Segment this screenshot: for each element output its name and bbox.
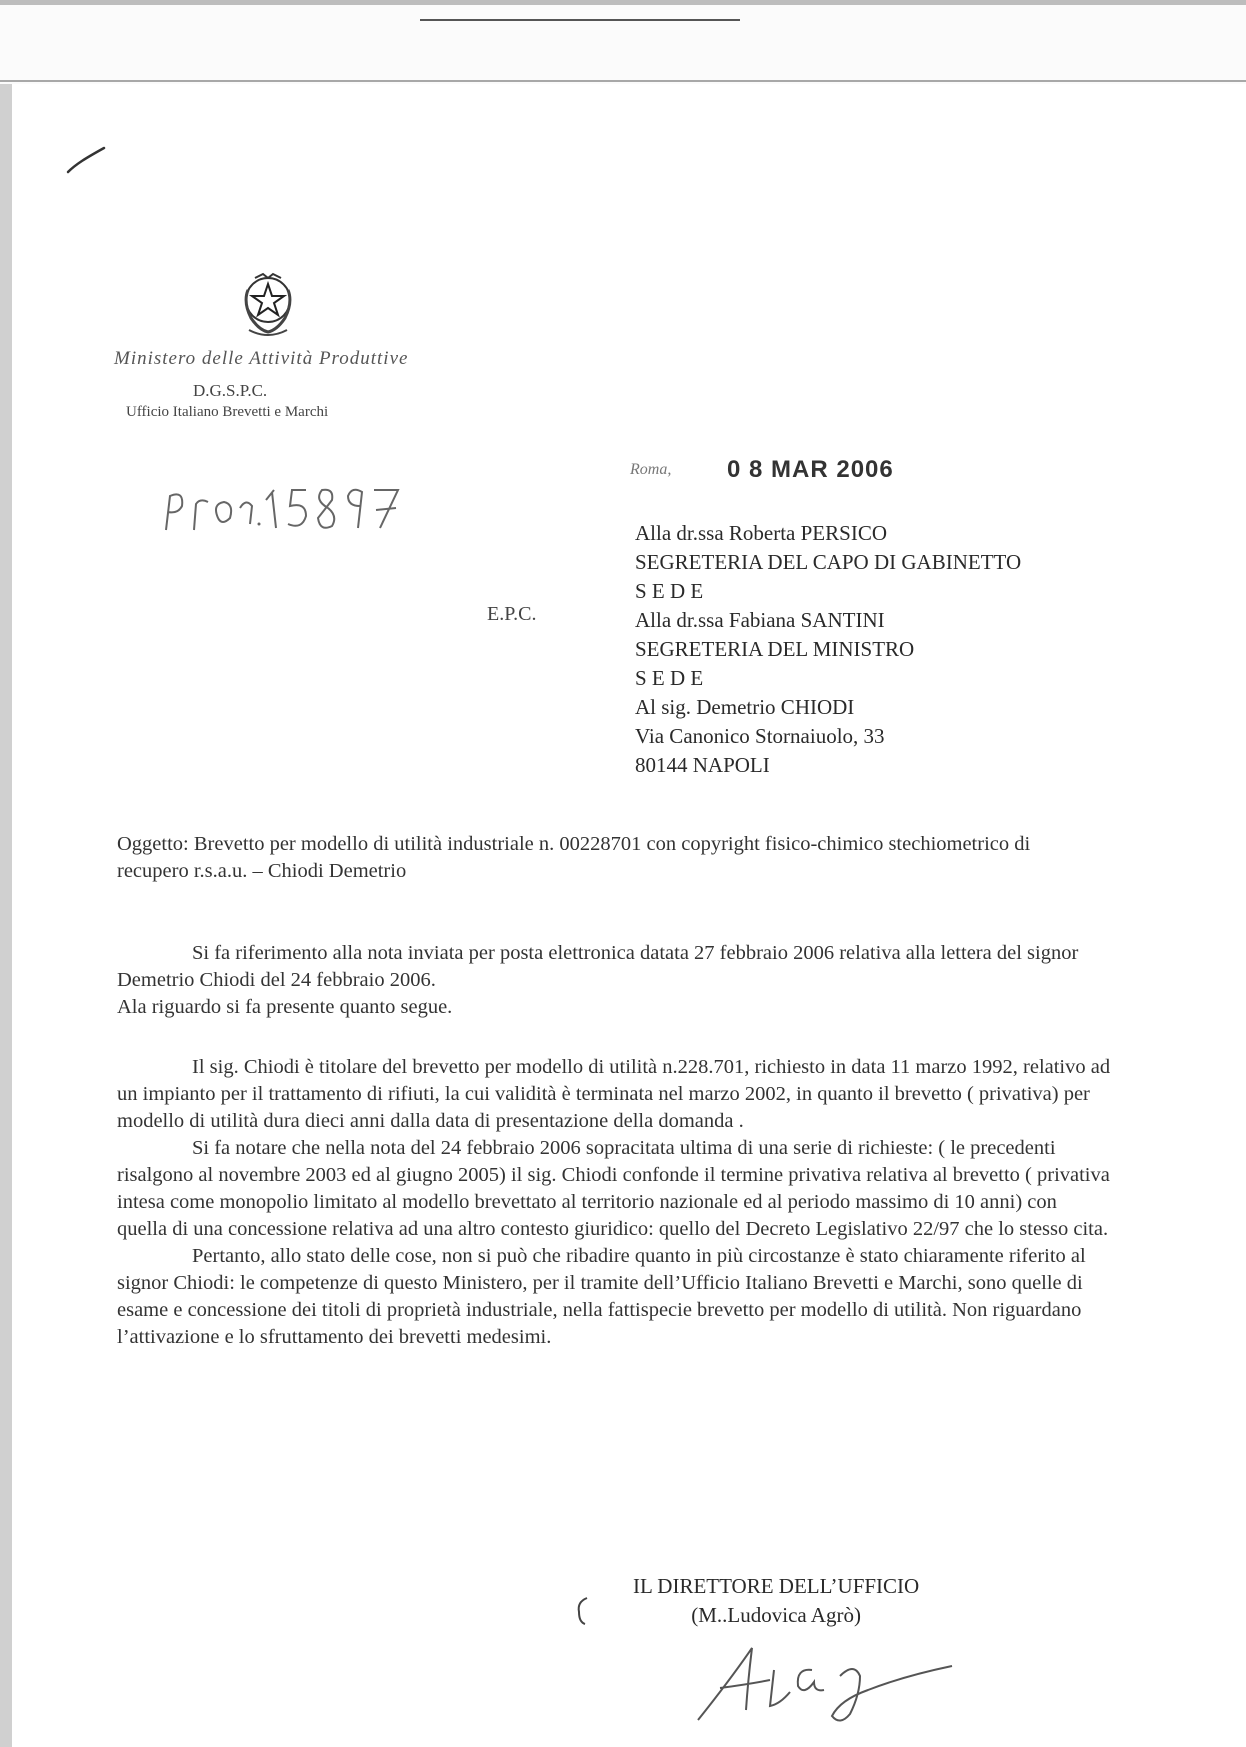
page-top-edge xyxy=(0,80,1246,82)
letter-body xyxy=(117,940,1112,1351)
office-name: Ufficio Italiano Brevetti e Marchi xyxy=(126,404,329,420)
ministry-name: Ministero delle Attività Produttive xyxy=(114,348,409,369)
body-paragraph: Ala riguardo si fa presente quanto segue. xyxy=(117,996,453,1018)
scan-edge xyxy=(0,0,1246,5)
scan-artifact-line xyxy=(420,19,740,21)
cc-recipient-line: S E D E xyxy=(635,666,704,690)
signatory-title: IL DIRETTORE DELL’UFFICIO xyxy=(633,1574,920,1598)
recipient-block xyxy=(635,519,1021,780)
cc-recipient-line: Alla dr.ssa Fabiana SANTINI xyxy=(635,608,885,632)
body-paragraph: Il sig. Chiodi è titolare del brevetto per modello di utilità n.228.701, richiesto in data 11 marzo 1992, relativo ad un impianto per il trattamento di rifiuti, la cui validità è terminata nel marzo 2002, in quanto il brevetto ( privativa) per modello di utilità dura dieci anni dalla data di presentazione della domanda . xyxy=(117,1056,1111,1132)
recipient-line: S E D E xyxy=(635,579,704,603)
body-paragraph: Pertanto, allo stato delle cose, non si può che ribadire quanto in più circostanze è stato chiaramente riferito al signor Chiodi: le competenze di questo Ministero, per il tramite dell’Ufficio Italiano Brevetti e Marchi, sono quelle di esame e concessione dei titoli di proprietà industriale, nella fattispecie brevetto per modello di utilità. Non riguardano l’attivazione e lo sfruttamento dei brevetti medesimi. xyxy=(117,1245,1086,1348)
epc-label: E.P.C. xyxy=(487,603,537,625)
handwritten-signature xyxy=(690,1640,960,1730)
page-left-edge xyxy=(0,84,12,1747)
department-code: D.G.S.P.C. xyxy=(193,381,268,400)
body-paragraph: Si fa riferimento alla nota inviata per posta elettronica datata 27 febbraio 2006 relativa alla lettera del signor Demetrio Chiodi del 24 febbraio 2006. xyxy=(117,942,1079,991)
recipient-line: SEGRETERIA DEL CAPO DI GABINETTO xyxy=(635,550,1022,574)
date-stamp: 0 8 MAR 2006 xyxy=(727,456,894,483)
scan-header-strip xyxy=(0,0,1246,84)
recipient-line: Alla dr.ssa Roberta PERSICO xyxy=(635,521,887,545)
cc-recipient-line: 80144 NAPOLI xyxy=(635,753,770,777)
subject-line: Oggetto: Brevetto per modello di utilità industriale n. 00228701 con copyright fisico-chimico stechiometrico di recupero r.s.a.u. – Chiodi Demetrio xyxy=(117,833,1031,882)
italian-republic-emblem-icon xyxy=(239,270,297,340)
signatory-name: (M..Ludovica Agrò) xyxy=(691,1603,861,1627)
place-label: Roma, xyxy=(630,461,672,478)
cc-recipient-line: Al sig. Demetrio CHIODI xyxy=(635,695,855,719)
cc-recipient-line: Via Canonico Stornaiuolo, 33 xyxy=(635,724,885,748)
cc-recipient-line: SEGRETERIA DEL MINISTRO xyxy=(635,637,915,661)
body-paragraph: Si fa notare che nella nota del 24 febbraio 2006 sopracitata ultima di una serie di richieste: ( le precedenti risalgono al novembre 2003 ed al giugno 2005) il sig. Chiodi confonde il termine privativa relativa al brevetto ( privativa intesa come monopolio limitato al modello brevettato al territorio nazionale ed al periodo massimo di 10 anni) con quella di una concessione relativa ad una altro contesto giuridico: quello del Decreto Legislativo 22/97 che lo stesso cita. xyxy=(117,1137,1110,1240)
handwritten-protocol-number xyxy=(160,480,420,540)
pen-mark-small xyxy=(575,1596,591,1626)
signatory-block xyxy=(633,1572,919,1630)
pen-mark xyxy=(66,146,106,176)
